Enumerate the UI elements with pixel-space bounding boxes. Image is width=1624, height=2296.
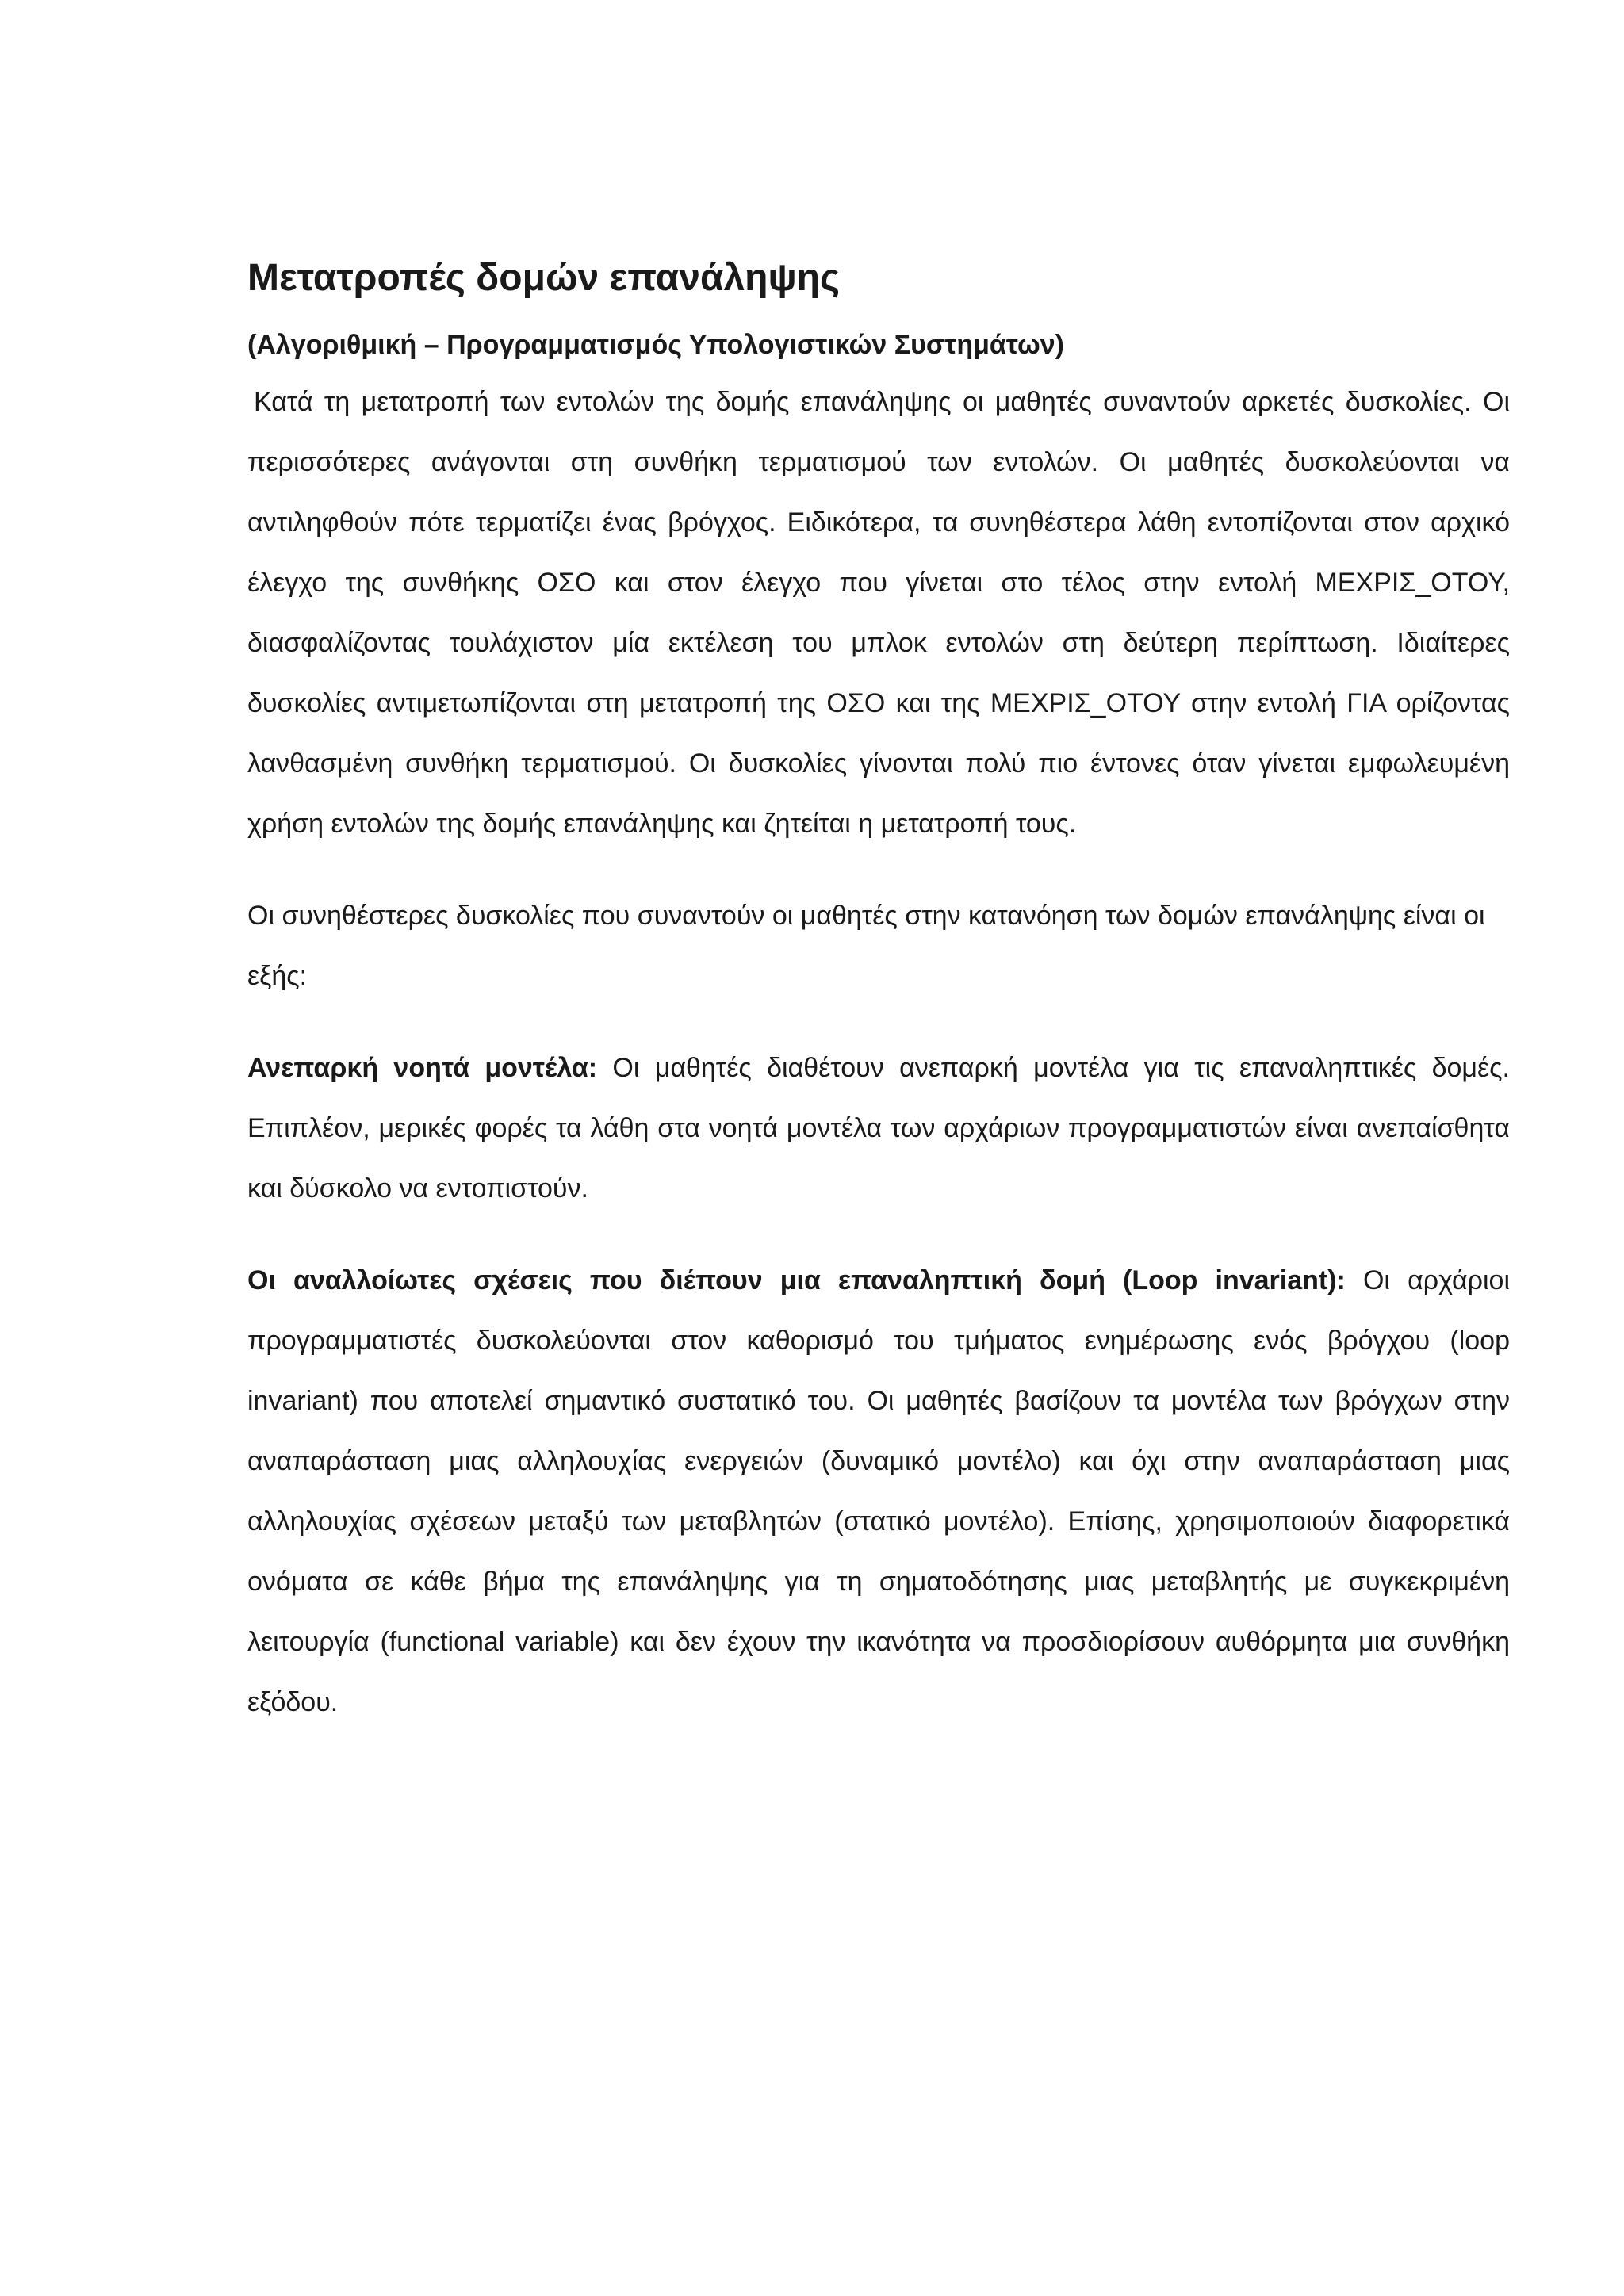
spacer bbox=[247, 1219, 1510, 1250]
spacer bbox=[247, 1006, 1510, 1038]
section-body: Οι μαθητές διαθέτουν ανεπαρκή μοντέλα για τις επαναληπτικές δομές. Επιπλέον, μερικές φορές τα λάθη στα νοητά μοντέλα των αρχάριων προγραμματιστών είναι ανεπαίσθητα και δύσκολο να εντοπιστούν. bbox=[247, 1053, 1511, 1204]
page-subtitle: (Αλγοριθμική – Προγραμματισμός Υπολογιστικών Συστημάτων) bbox=[247, 330, 1064, 361]
intro-paragraph: Κατά τη μετατροπή των εντολών της δομής επανάληψης οι μαθητές συναντούν αρκετές δυσκολίες. Οι περισσότερες ανάγονται στη συνθήκη τερματισμού των εντολών. Οι μαθητές δυσκολεύονται να αντιληφθούν πότε τερματίζει ένας βρόγχος. Ειδικότερα, τα συνηθέστερα λάθη εντοπίζονται στον αρχικό έλεγχο της συνθήκης ΟΣΟ και στον έλεγχο που γίνεται στο τέλος στην εντολή ΜΕΧΡΙΣ_ΟΤΟΥ, διασφαλίζοντας τουλάχιστον μία εκτέλεση του μπλοκ εντολών στη δεύτερη περίπτωση. Ιδιαίτερες δυσκολίες αντιμετωπίζονται στη μετατροπή της ΟΣΟ και της ΜΕΧΡΙΣ_ΟΤΟΥ στην εντολή ΓΙΑ ορίζοντας λανθασμένη συνθήκη τερματισμού. Οι δυσκολίες γίνονται πολύ πιο έντονες όταν γίνεται εμφωλευμένη χρήση εντολών της δομής επανάληψης και ζητείται η μετατροπή τους. bbox=[247, 387, 1510, 840]
spacer bbox=[247, 854, 1510, 886]
document-content bbox=[247, 254, 1510, 1732]
section-loop-invariant bbox=[247, 1250, 1510, 1732]
section-heading: Ανεπαρκή νοητά μοντέλα: bbox=[247, 1053, 598, 1084]
lead-paragraph: Οι συνηθέστερες δυσκολίες που συναντούν οι μαθητές στην κατανόηση των δομών επανάληψης είναι οι εξής: bbox=[247, 901, 1485, 992]
section-heading: Οι αναλλοίωτες σχέσεις που διέπουν μια επαναληπτική δομή (Loop invariant): bbox=[247, 1265, 1346, 1296]
section-body: Οι αρχάριοι προγραμματιστές δυσκολεύονται στον καθορισμό του τμήματος ενημέρωσης ενός βρόγχου (loop invariant) που αποτελεί σημαντικό συστατικό του. Οι μαθητές βασίζουν τα μοντέλα των βρόγχων στην αναπαράσταση μιας αλληλουχίας ενεργειών (δυναμικό μοντέλο) και όχι στην αναπαράσταση μιας αλληλουχίας σχέσεων μεταξύ των μεταβλητών (στατικό μοντέλο). Επίσης, χρησιμοποιούν διαφορετικά ονόματα σε κάθε βήμα της επανάληψης για τη σηματοδότησης μιας μεταβλητής με συγκεκριμένη λειτουργία (functional variable) και δεν έχουν την ικανότητα να προσδιορίσουν αυθόρμητα μια συνθήκη εξόδου. bbox=[247, 1265, 1511, 1718]
section-inadequate-models bbox=[247, 1038, 1510, 1219]
page-title: Μετατροπές δομών επανάληψης bbox=[247, 257, 840, 299]
